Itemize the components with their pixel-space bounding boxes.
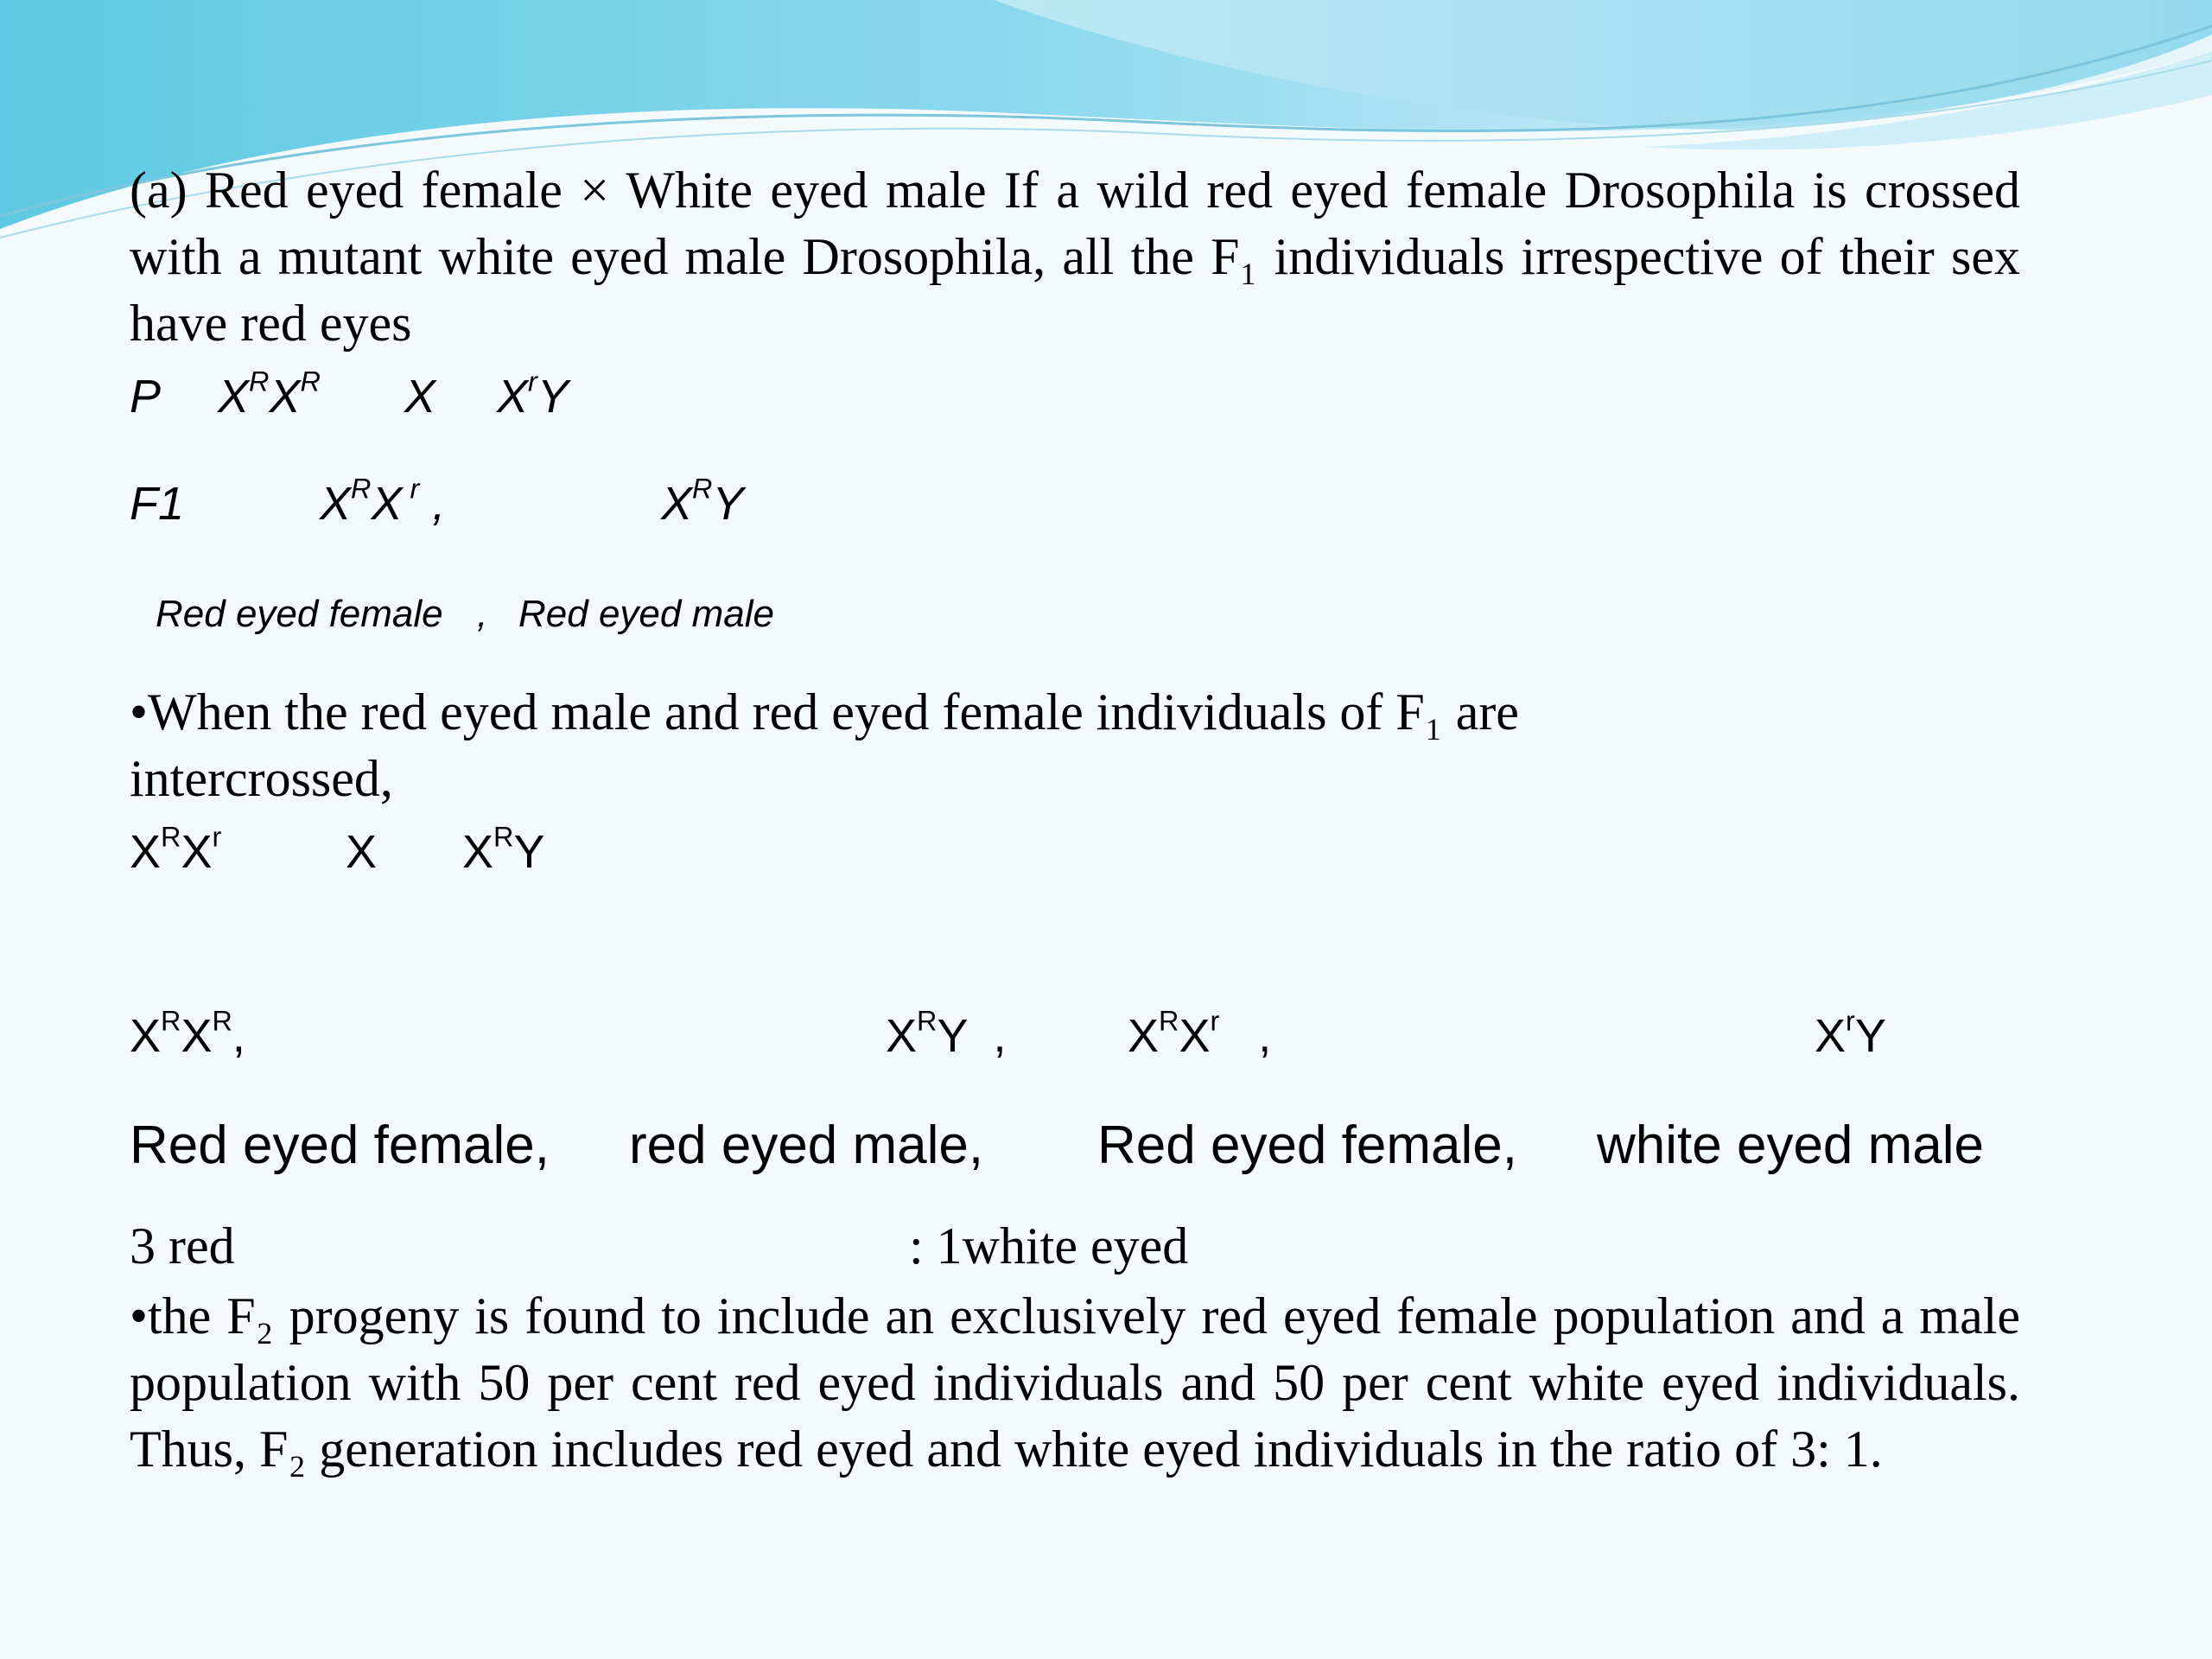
f1-label-separator: , xyxy=(477,593,488,635)
f2-phenotype: red eyed male, xyxy=(629,1116,984,1175)
intercross-paragraph: •When the red eyed male and red eyed female individuals of F₁ are intercrossed, xyxy=(130,683,1519,807)
p-female-genotype: $X^RX^R$ xyxy=(218,365,321,423)
p-male-genotype: $X^rY$ xyxy=(497,365,569,423)
intro-paragraph: (a) Red eyed female × White eyed male If a wild red eyed female Drosophila is crossed with a mutant white eyed male Drosophila, all the F₁ individuals irrespective of their sex have red eyes xyxy=(130,162,2020,352)
f1-male-genotype: $X^RY$ xyxy=(661,473,744,530)
f2-genotype: $X^RX^R$, xyxy=(130,1005,245,1062)
f2-genotype: $X^RY$ , xyxy=(886,1005,1007,1062)
f2-phenotype: Red eyed female, xyxy=(1097,1116,1517,1175)
intercross-male-genotype: $X^RY$ xyxy=(462,821,545,878)
conclusion-paragraph: •the F₂ progeny is found to include an exclusively red eyed female population and a male population with 50 per cent red eyed individuals and 50 per cent white eyed individuals. Thus, F₂ generation includes red eyed and white eyed individuals in the ratio of 3: 1. xyxy=(130,1287,2020,1478)
f2-genotype: $X^rY$ xyxy=(1815,1005,1886,1062)
f1-female-genotype: $X^RX$ $^r$ , xyxy=(320,473,446,530)
f2-genotype: $X^RX^r$ , xyxy=(1128,1005,1272,1062)
intercross-symbol: X xyxy=(346,826,378,878)
f2-phenotype: Red eyed female, xyxy=(130,1116,550,1175)
p-cross-symbol: X xyxy=(404,371,436,423)
p-label: P xyxy=(130,371,162,423)
f1-male-phenotype: Red eyed male xyxy=(518,593,774,635)
f2-phenotype: white eyed male xyxy=(1597,1116,1985,1175)
f1-female-phenotype: Red eyed female xyxy=(156,593,443,635)
f1-label: F1 xyxy=(130,478,185,530)
ratio-red: 3 red xyxy=(130,1217,235,1274)
ratio-white: : 1white eyed xyxy=(909,1217,1189,1274)
intercross-female-genotype: $X^RX^r$ xyxy=(130,821,222,878)
